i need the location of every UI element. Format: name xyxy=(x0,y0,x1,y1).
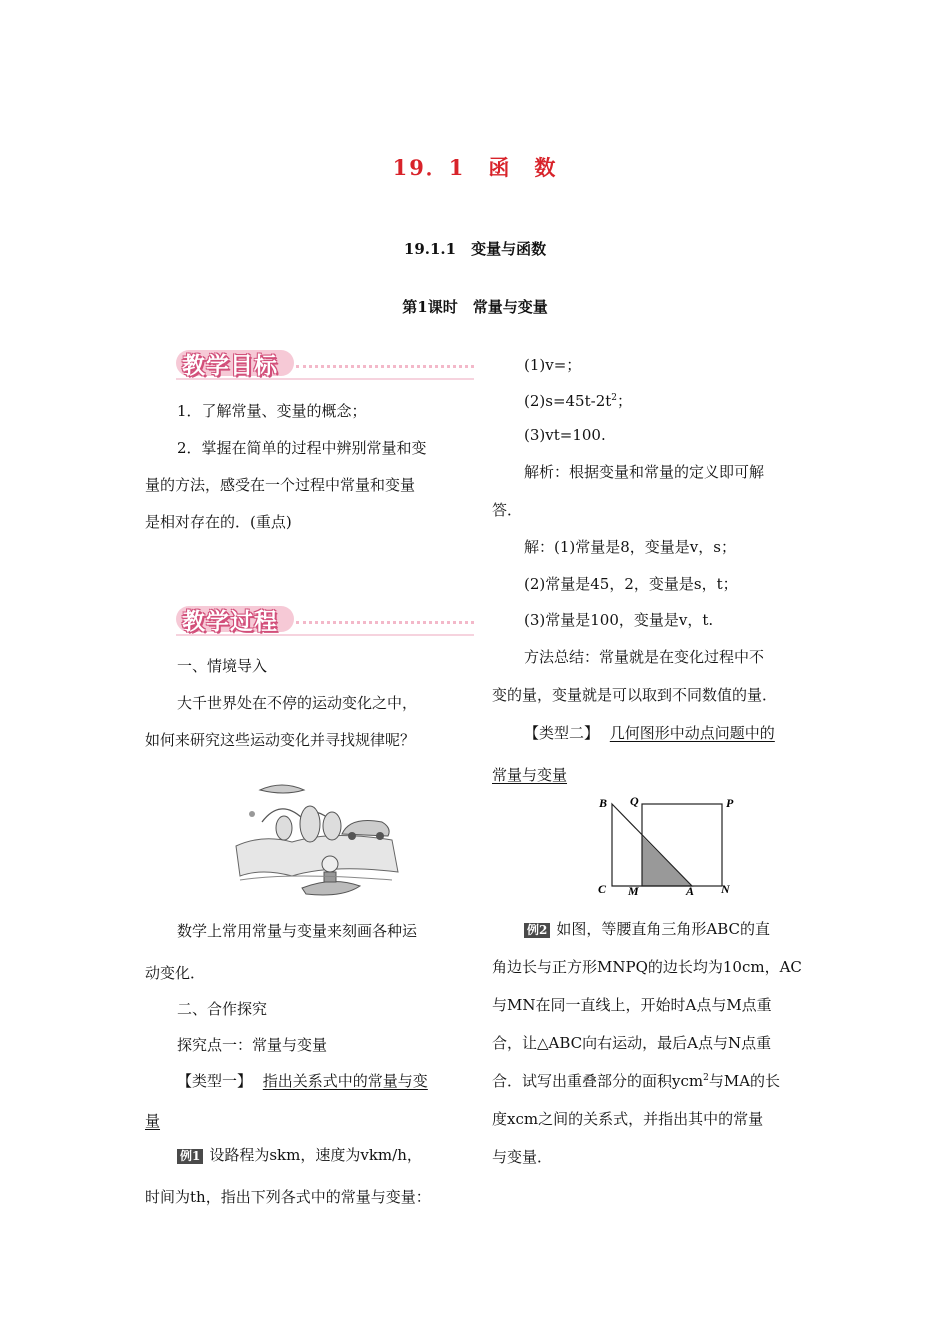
explore-point-1: 探究点一：常量与变量 xyxy=(177,1036,328,1054)
type2-tag: 【类型二】 xyxy=(524,724,600,742)
summary-2: 变的量，变量就是可以取到不同数值的量． xyxy=(492,686,778,704)
goal-2a: 2．掌握在简单的过程中辨别常量和变 xyxy=(177,439,427,457)
goal-2b: 量的方法，感受在一个过程中常量和变量 xyxy=(145,476,416,494)
type2-heading xyxy=(524,722,775,743)
intro-text-1: 大千世界处在不停的运动变化之中， xyxy=(177,694,418,712)
solution-2: (2)常量是45，2，变量是s，t； xyxy=(524,575,738,593)
after-text-1: 数学上常用常量与变量来刻画各种运 xyxy=(177,922,418,940)
label-Q: Q xyxy=(630,794,639,808)
after-text-2: 动变化． xyxy=(145,964,206,982)
example2-line7: 与变量． xyxy=(492,1148,553,1166)
example1-badge: 例1 xyxy=(177,1149,203,1164)
teaching-process-banner xyxy=(176,604,474,636)
formula-1: (1)v=； xyxy=(524,356,582,374)
formula-2-main: (2)s=45t-2t xyxy=(524,392,612,410)
example2-badge: 例2 xyxy=(524,923,550,938)
banner-text: 教学目标 xyxy=(182,353,278,379)
type2-title: 几何图形中动点问题中的 xyxy=(609,724,775,742)
example2-line5-exponent: 2 xyxy=(703,1073,709,1083)
example2-line5-main: 合．试写出重叠部分的面积ycm xyxy=(492,1072,704,1090)
example2-line5 xyxy=(492,1070,780,1091)
goal-2c: 是相对存在的．(重点) xyxy=(145,513,292,531)
label-B: B xyxy=(599,796,608,810)
label-A: A xyxy=(686,884,695,898)
example2-text: 如图，等腰直角三角形ABC的直 xyxy=(556,920,770,938)
example1-text: 设路程为skm，速度为vkm/h， xyxy=(209,1146,422,1164)
example2-line4: 合，让△ABC向右运动，最后A点与N点重 xyxy=(492,1034,772,1052)
example1-line1 xyxy=(177,1144,422,1165)
type2-title-cont: 常量与变量 xyxy=(492,766,568,784)
solution-1: 解：(1)常量是8，变量是v，s； xyxy=(524,538,736,556)
label-P: P xyxy=(726,796,734,810)
solution-3: (3)常量是100，变量是v，t. xyxy=(524,611,714,629)
page-title: 19．1 函 数 xyxy=(392,155,558,180)
type1-title: 指出关系式中的常量与变 xyxy=(262,1072,428,1090)
section-subtitle: 19.1.1 变量与函数 xyxy=(403,240,547,258)
example2-line6: 度xcm之间的关系式，并指出其中的常量 xyxy=(492,1110,764,1128)
example2-line3: 与MN在同一直线上，开始时A点与M点重 xyxy=(492,996,772,1014)
analysis-1: 解析：根据变量和常量的定义即可解 xyxy=(524,463,765,481)
analysis-2: 答． xyxy=(492,501,523,519)
banner-text: 教学过程 xyxy=(182,609,278,635)
section-heading-2: 二、合作探究 xyxy=(177,1000,268,1018)
example1-line2: 时间为th，指出下列各式中的常量与变量： xyxy=(145,1188,431,1206)
formula-2-exponent: 2 xyxy=(611,393,618,403)
lesson-subtitle: 第1课时 常量与变量 xyxy=(402,298,548,316)
illustration-image xyxy=(232,776,400,900)
formula-2-end: ； xyxy=(617,392,633,410)
type1-heading xyxy=(177,1070,428,1091)
label-M: M xyxy=(628,884,639,898)
type1-tag: 【类型一】 xyxy=(177,1072,253,1090)
formula-3: (3)vt=100. xyxy=(524,426,606,444)
geometry-figure xyxy=(594,792,740,900)
example2-line1 xyxy=(524,918,770,939)
section-heading-1: 一、情境导入 xyxy=(177,657,268,675)
example2-line2: 角边长与正方形MNPQ的边长均为10cm，AC xyxy=(492,958,802,976)
intro-text-2: 如何来研究这些运动变化并寻找规律呢？ xyxy=(145,731,416,749)
type1-title-cont: 量 xyxy=(145,1112,161,1130)
teaching-goals-banner xyxy=(176,348,474,380)
label-N: N xyxy=(721,882,730,896)
formula-2 xyxy=(524,390,632,411)
summary-1: 方法总结：常量就是在变化过程中不 xyxy=(524,648,765,666)
goal-1: 1．了解常量、变量的概念； xyxy=(177,402,367,420)
label-C: C xyxy=(598,882,607,896)
example2-line5-end: 与MA的长 xyxy=(708,1072,781,1090)
